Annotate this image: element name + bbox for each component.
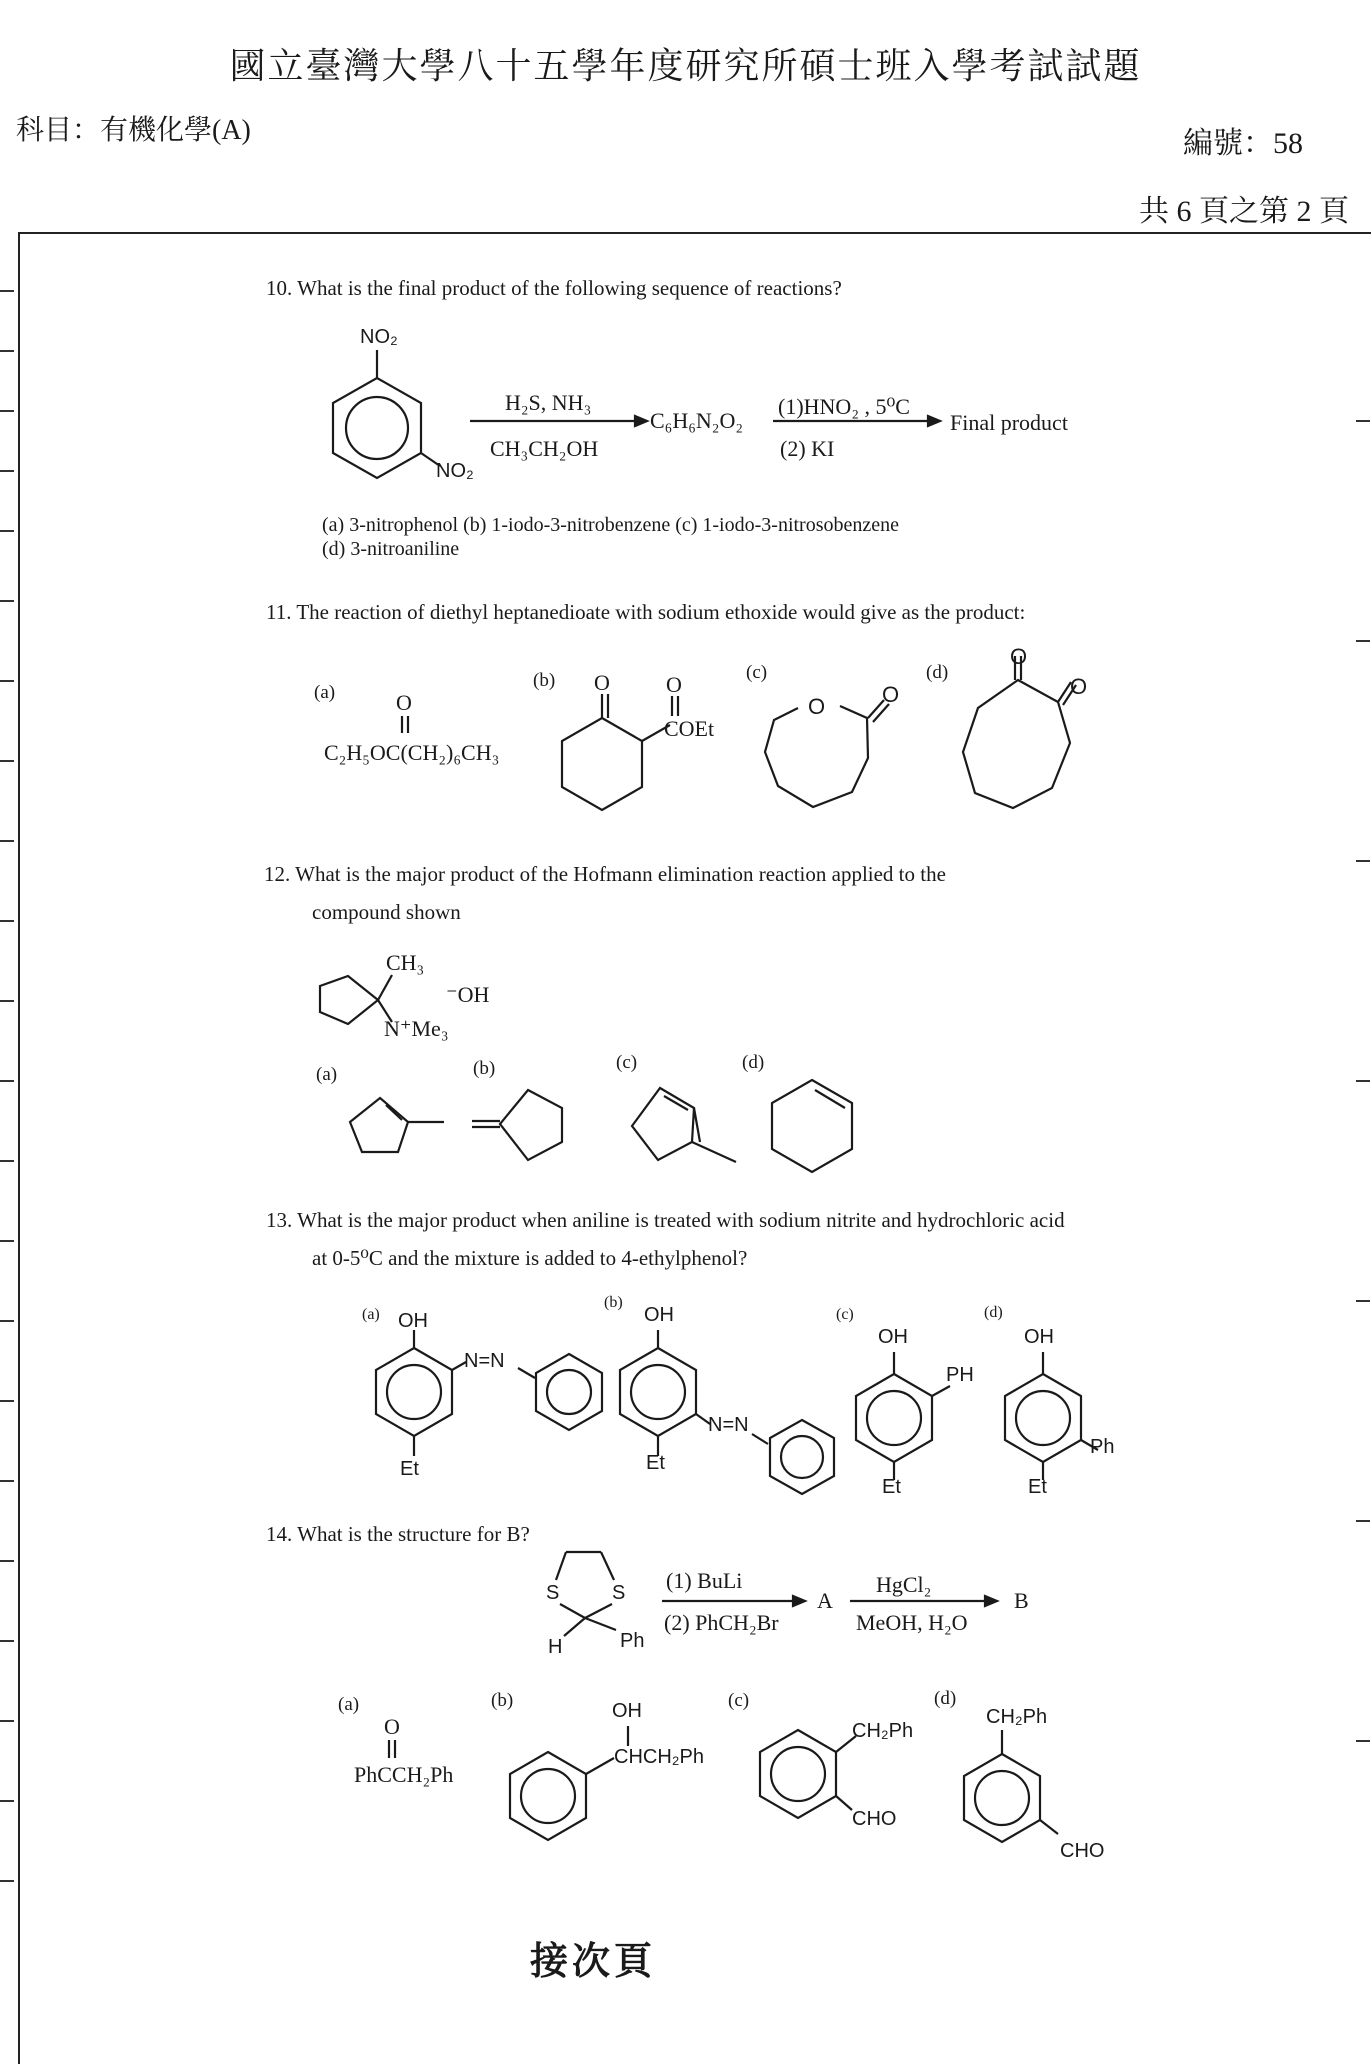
q11-a-carbonyl [402,716,408,733]
q11-c-structure [765,700,889,807]
q14-d-cho: CHO [1060,1840,1105,1862]
q14-c-cho: CHO [852,1808,897,1830]
exam-title: 國立臺灣大學八十五學年度研究所碩士班入學考試試題 [229,46,1142,86]
q13-d-et: Et [1028,1476,1047,1498]
q13-a-azo: N=N [464,1350,505,1372]
q13-d-label: (d) [984,1304,1003,1321]
q14-a-carbonyl [389,1740,395,1758]
q10-no2-bottom: NO₂ [436,460,474,482]
q14-step2-bottom: MeOH, H₂O [856,1610,968,1635]
q10-final-product: Final product [950,410,1068,435]
q14-intermediate-a: A [817,1588,833,1613]
q14-a-formula: PhCCH₂Ph [354,1762,454,1787]
q12-c-label: (c) [616,1052,638,1073]
q13-c-ph: PH [946,1364,974,1386]
q14-b-structure [510,1726,628,1840]
q10-reagent-bottom: CH₃CH₂OH [490,436,599,461]
q12-b-structure [472,1090,562,1160]
q14-b-chain: CHCH₂Ph [614,1746,704,1768]
q14-step1-bottom: (2) PhCH₂Br [664,1610,779,1635]
q11-a-oxygen: O [396,690,412,715]
q14-d-ch2ph: CH₂Ph [986,1706,1048,1728]
q12-ch3: CH₃ [386,950,425,975]
q14-c-structure [760,1730,856,1818]
q13-b-et: Et [646,1452,665,1474]
q10-text: 10. What is the final product of the following sequence of reactions? [266,276,842,300]
q14-s-right: S [612,1582,626,1604]
q14-s-left: S [546,1582,560,1604]
q13-b-label: (b) [604,1294,623,1311]
exam-code: 編號：58 [1183,127,1303,160]
q12-a-structure [350,1098,444,1152]
q11-d-oxygen-1: O [1010,644,1028,669]
q11-text: 11. The reaction of diethyl heptanedioate with sodium ethoxide would give as the product: [266,600,1026,624]
q10-options-line2: (d) 3-nitroaniline [322,538,460,560]
q12-a-label: (a) [316,1064,338,1085]
q13-c-structure [856,1352,950,1480]
q11-d-structure [963,656,1076,808]
q14-a-label: (a) [338,1694,360,1715]
q14-ph: Ph [620,1630,645,1652]
q13-c-oh: OH [878,1326,908,1348]
q13-c-et: Et [882,1476,901,1498]
q10-step2-bottom: (2) KI [780,436,835,461]
q11-a-label: (a) [314,682,336,703]
q13-text-line1: 13. What is the major product when aniline is treated with sodium nitrite and hydrochloric acid [266,1208,1065,1232]
q12-b-label: (b) [473,1058,496,1079]
q12-text-line1: 12. What is the major product of the Hofmann elimination reaction applied to the [264,862,946,886]
q12-nme3: N⁺Me₃ [384,1016,449,1041]
q13-a-et: Et [400,1458,419,1480]
q11-d-label: (d) [926,662,949,683]
q10-no2-top: NO₂ [360,326,398,348]
q14-a-oxygen: O [384,1714,400,1739]
q13-d-structure [1005,1352,1098,1480]
q11-c-ring-oxygen: O [808,694,826,719]
q11-b-coet: COEt [664,716,715,741]
q14-c-ch2ph: CH₂Ph [852,1720,914,1742]
q13-a-label: (a) [362,1306,380,1323]
q13-b-oh: OH [644,1304,674,1326]
q13-text-line2: at 0-5⁰C and the mixture is added to 4-ethylphenol? [312,1246,748,1270]
page-counter: 共 6 頁之第 2 頁 [1139,195,1349,228]
q12-text-line2: compound shown [312,900,461,924]
q13-d-ph: Ph [1090,1436,1115,1458]
q10-arrow-1 [470,416,647,426]
continued-next-page: 接次頁 [530,1941,657,1983]
q13-c-label: (c) [836,1306,854,1323]
q14-step2-top: HgCl₂ [876,1572,932,1597]
q14-arrow-1 [662,1596,805,1606]
q11-b-structure [562,694,678,810]
q11-d-oxygen-2: O [1070,674,1088,699]
q12-hydroxide: ⁻OH [446,982,490,1007]
q10-options-line1: (a) 3-nitrophenol (b) 1-iodo-3-nitrobenzene (c) 1-iodo-3-nitrosobenzene [322,514,900,536]
q14-c-label: (c) [728,1690,750,1711]
q14-product-b: B [1014,1588,1029,1613]
q14-b-label: (b) [491,1690,514,1711]
q11-c-label: (c) [746,662,768,683]
q14-dithiane-structure [556,1552,616,1636]
q12-start-structure [320,975,392,1024]
q12-c-structure [632,1088,736,1162]
q10-step2-top: (1)HNO₂ , 5⁰C [778,394,910,419]
q13-a-oh: OH [398,1310,428,1332]
q13-a-structure [376,1330,602,1456]
q13-b-azo: N=N [708,1414,749,1436]
q14-step1-top: (1) BuLi [666,1568,743,1593]
q14-text: 14. What is the structure for B? [266,1522,530,1546]
q11-c-carbonyl-oxygen: O [882,682,900,707]
q11-b-keto-oxygen: O [594,670,610,695]
q14-b-oh: OH [612,1700,642,1722]
q12-d-structure [772,1080,852,1172]
q14-d-structure [964,1730,1058,1842]
q10-intermediate: C₆H₆N₂O₂ [650,408,744,433]
q10-reagent-top: H₂S, NH₃ [505,390,592,415]
q13-d-oh: OH [1024,1326,1054,1348]
q10-dinitrobenzene-structure [333,350,440,478]
q11-b-label: (b) [533,670,556,691]
subject-label: 科目：有機化學(A) [16,115,251,146]
q14-d-label: (d) [934,1688,957,1709]
q11-b-ester-oxygen: O [666,672,682,697]
q12-d-label: (d) [742,1052,765,1073]
q14-h: H [548,1636,563,1658]
q11-a-formula: C₂H₅OC(CH₂)₆CH₃ [324,740,500,765]
